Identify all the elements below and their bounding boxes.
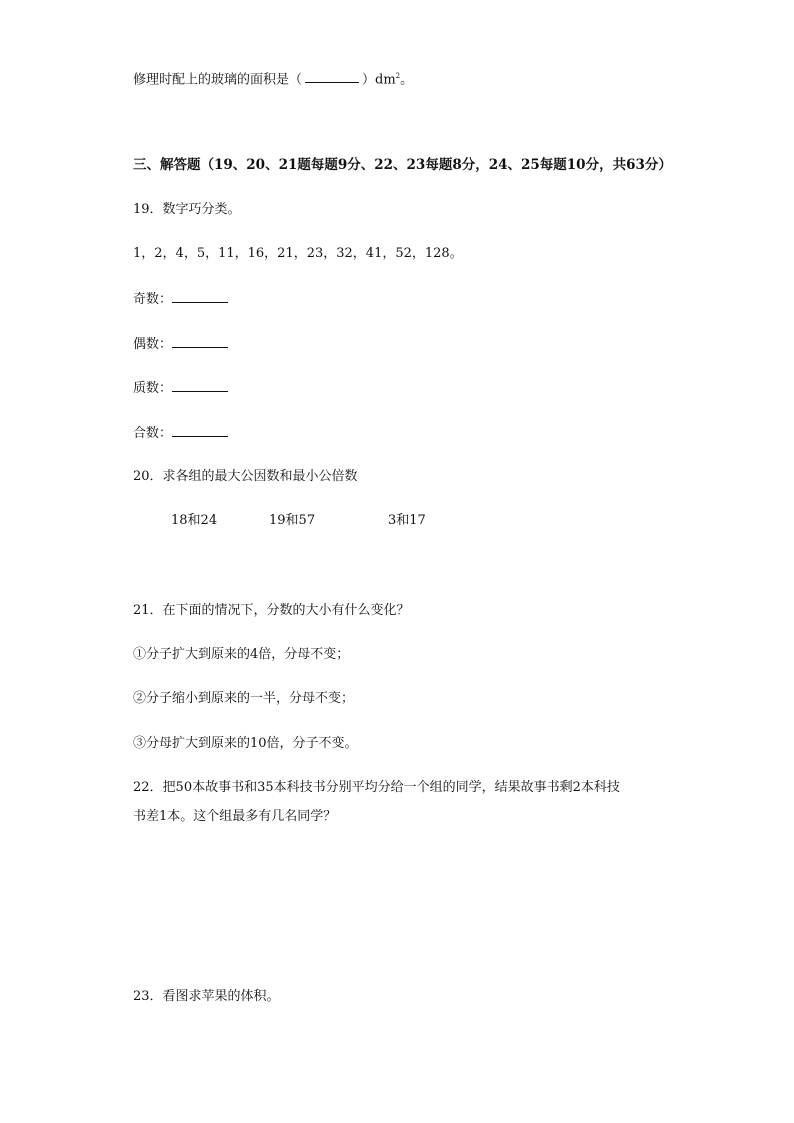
- category-label-composite: 合数：: [133, 426, 173, 441]
- category-label-odd: 奇数：: [133, 292, 173, 307]
- category-label-prime: 质数：: [133, 381, 173, 396]
- section-heading: 三、解答题（19、20、21题每题9分、22、23每题8分，24、25每题10分，共63分）: [133, 157, 672, 173]
- q22-line-1: 22．把50本故事书和35本科技书分别平均分给一个组的同学，结果故事书剩2本科技: [133, 780, 620, 795]
- q23-title: 23．看图求苹果的体积。: [133, 989, 280, 1004]
- q19-even-row: [133, 335, 228, 354]
- q18-exponent: 2: [395, 72, 401, 80]
- q21-item-2: ②分子缩小到原来的一半，分母不变；: [133, 691, 355, 706]
- q19-title: 19．数字巧分类。: [133, 202, 241, 217]
- q18-prefix: 修理时配上的玻璃的面积是（: [133, 72, 303, 88]
- q21-title: 21．在下面的情况下，分数的大小有什么变化？: [133, 603, 410, 618]
- answer-blank-prime[interactable]: [172, 379, 228, 392]
- q18-end: 。: [400, 72, 414, 88]
- q19-numbers: 1，2，4，5，11，16，21，23，32，41，52，128。: [133, 246, 463, 261]
- answer-blank-composite[interactable]: [172, 424, 228, 437]
- q19-prime-row: [133, 379, 228, 398]
- q19-odd-row: [133, 290, 228, 309]
- q20-title: 20．求各组的最大公因数和最小公倍数: [133, 469, 358, 484]
- q22-line-2: 书差1本。这个组最多有几名同学？: [133, 809, 337, 824]
- answer-blank-odd[interactable]: [172, 290, 228, 303]
- q19-composite-row: [133, 424, 228, 443]
- q18-suffix: ）dm: [362, 72, 396, 88]
- q18-answer-line: [133, 67, 413, 89]
- q20-pair-3: 3和17: [388, 513, 426, 528]
- category-label-even: 偶数：: [133, 337, 173, 352]
- q20-pair-2: 19和57: [269, 513, 316, 528]
- answer-blank-even[interactable]: [172, 335, 228, 348]
- q20-pair-1: 18和24: [171, 513, 218, 528]
- answer-blank[interactable]: [305, 70, 359, 83]
- q21-item-1: ①分子扩大到原来的4倍，分母不变；: [133, 647, 350, 662]
- q21-item-3: ③分母扩大到原来的10倍，分子不变。: [133, 736, 358, 751]
